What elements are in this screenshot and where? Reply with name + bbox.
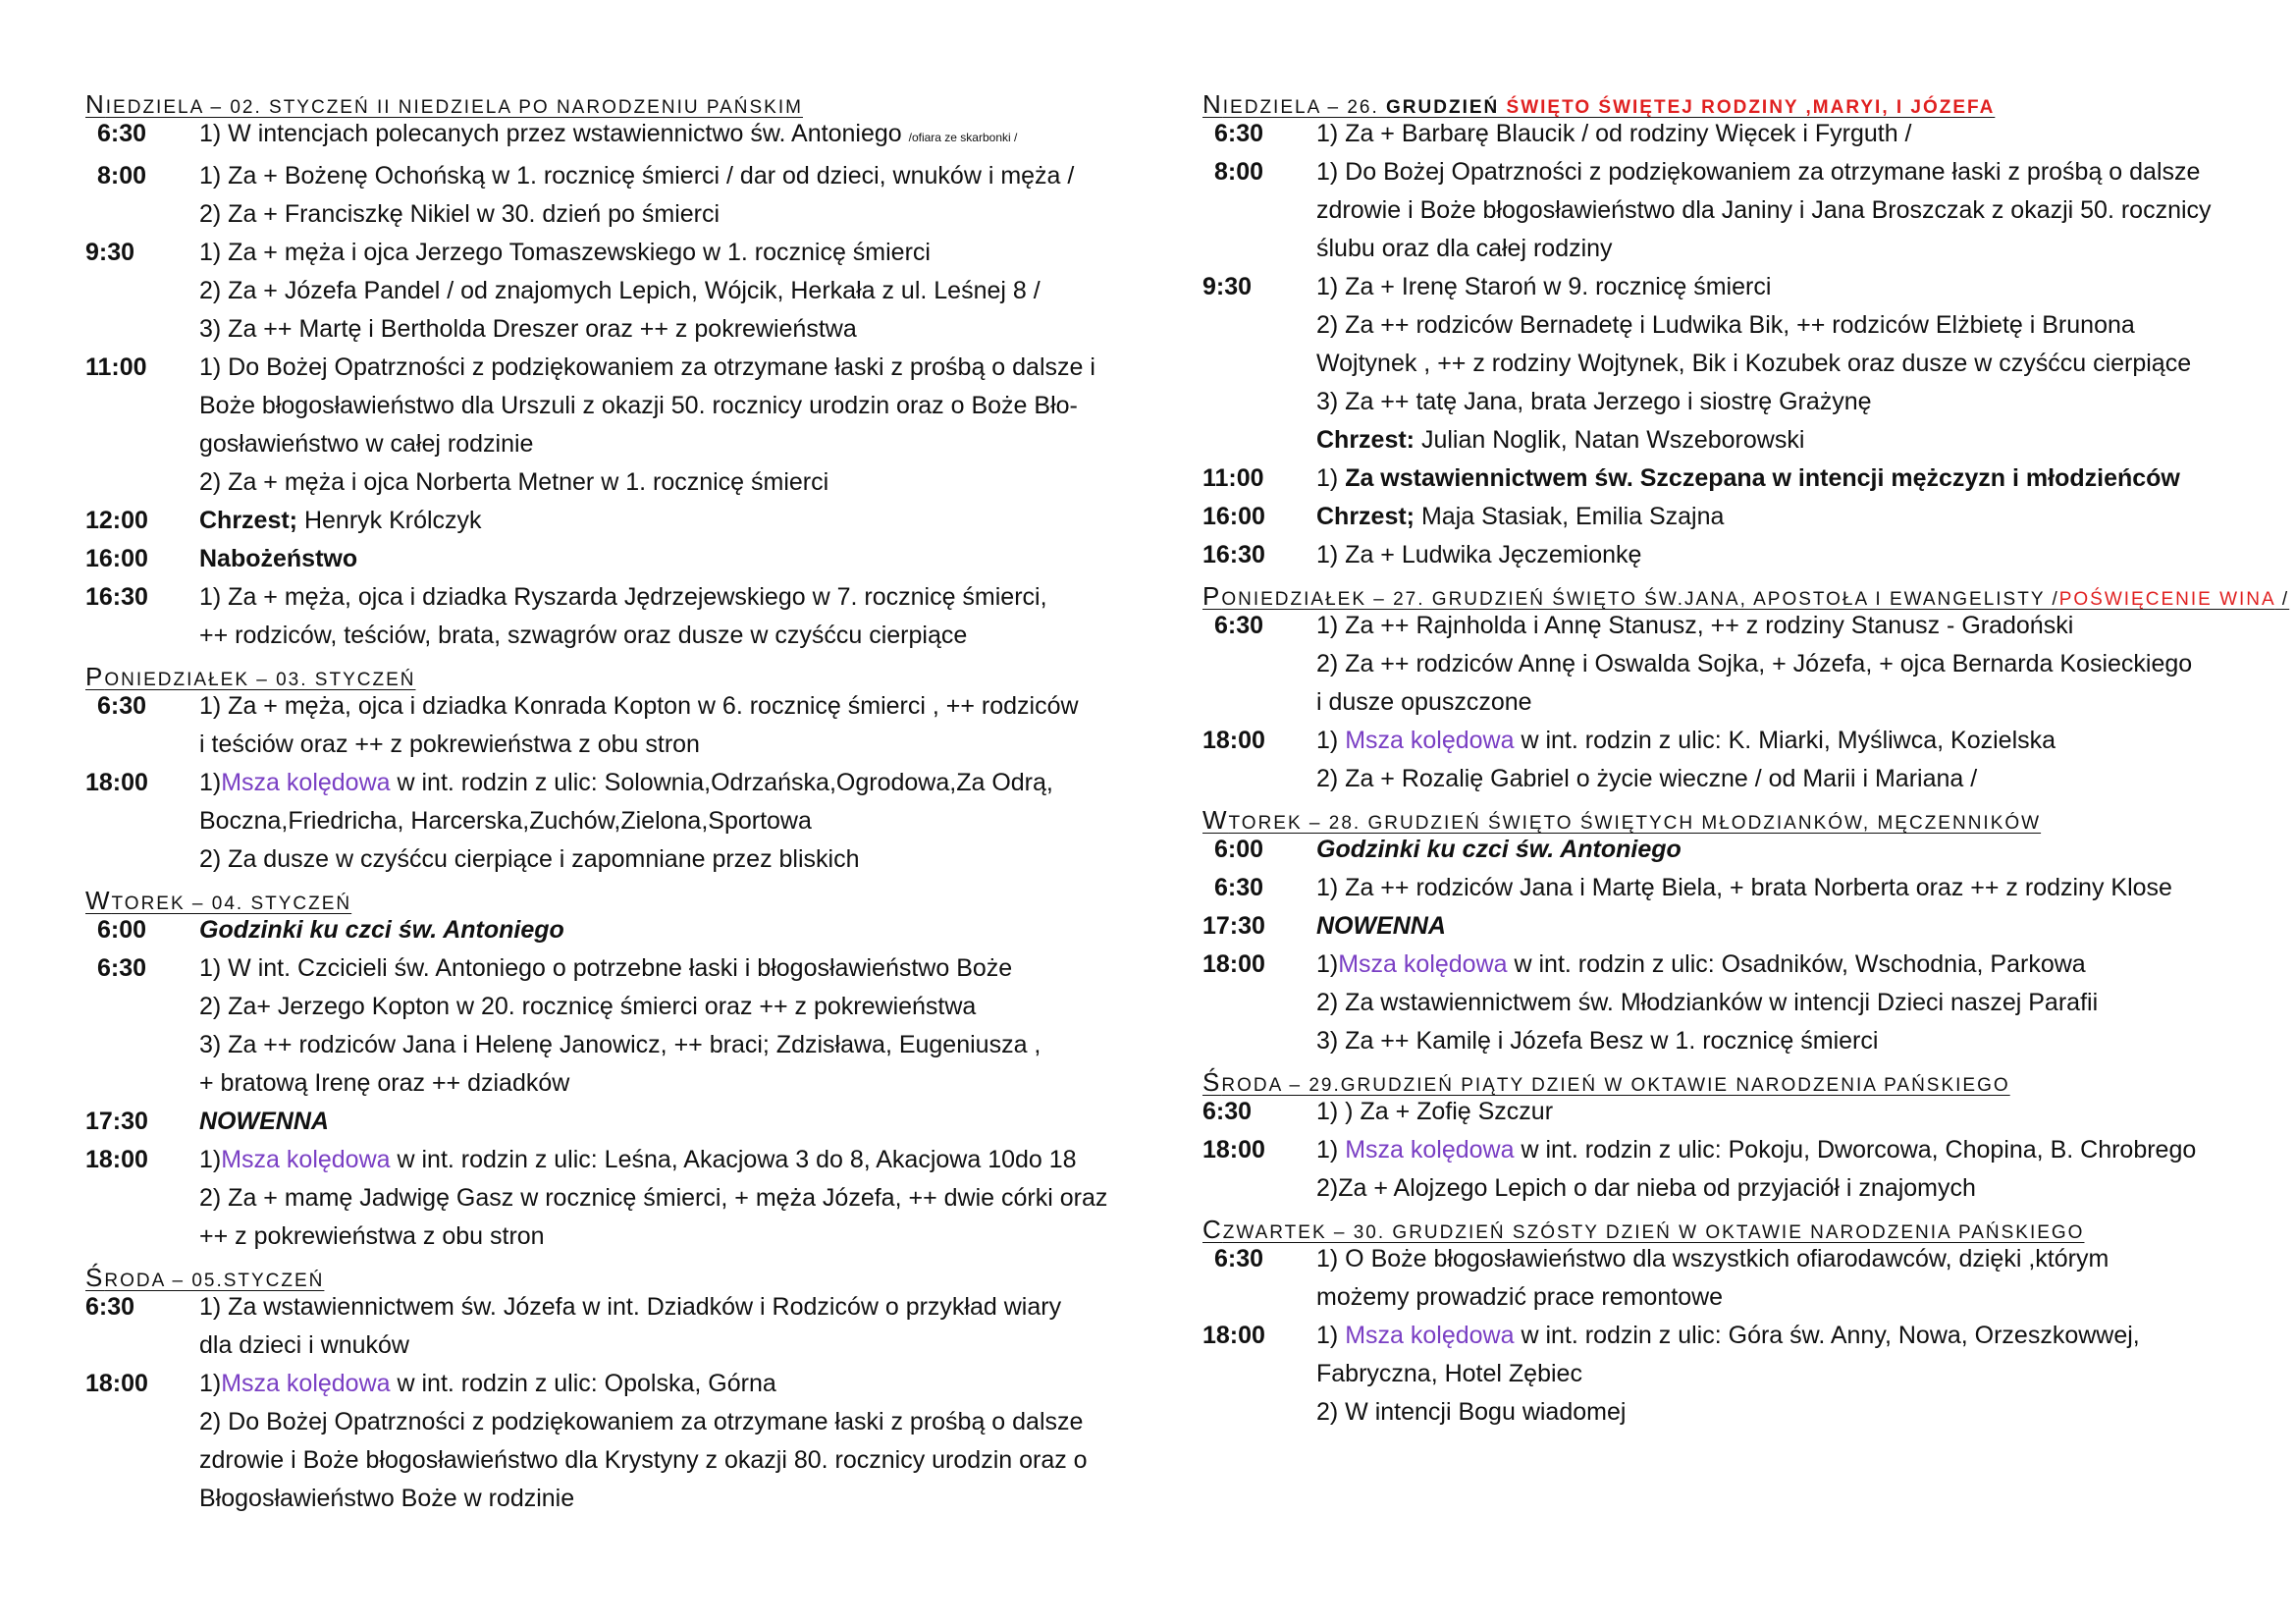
intention-line xyxy=(1316,1169,2243,1208)
intention-text: w int. rodzin z ulic: Góra św. Anny, Nowa, Orzeszkowwej, xyxy=(1514,1322,2140,1349)
mass-entry xyxy=(1202,607,2243,722)
intentions xyxy=(1316,536,2243,574)
intention-text: w int. rodzin z ulic: Osadników, Wschodnia, Parkowa xyxy=(1507,950,2086,978)
mass-time: 18:00 xyxy=(1202,1322,1265,1349)
intentions xyxy=(199,349,1116,502)
day-heading-text: TOREK – 28. GRUDZIEŃ ŚWIĘTO ŚWIĘTYCH MŁODZIANKÓW, MĘCZENNIKÓW xyxy=(1228,813,2042,834)
mass-time: 16:00 xyxy=(85,545,148,572)
intention-text: 1) W intencjach polecanych przez wstawiennictwo św. Antoniego xyxy=(199,120,909,147)
day-heading xyxy=(85,1256,1116,1292)
intention-line xyxy=(199,617,1116,655)
intention-text: 2) Za + mamę Jadwigę Gasz w rocznicę śmierci, + męża Józefa, ++ dwie córki oraz xyxy=(199,1184,1108,1212)
intention-text: 1) Za + Bożenę Ochońską w 1. rocznicę śmierci / dar od dzieci, wnuków i męża / xyxy=(199,162,1075,189)
intention-text: NOWENNA xyxy=(199,1108,329,1135)
intention-text: Godzinki ku czci św. Antoniego xyxy=(199,916,564,944)
day-heading-text: IEDZIELA – 02. STYCZEŃ II NIEDZIELA PO NARODZENIU PAŃSKIM xyxy=(105,97,803,118)
intention-text: zdrowie i Boże błogosławieństwo dla Krystyny z okazji 80. rocznicy urodzin oraz o xyxy=(199,1446,1088,1474)
intentions xyxy=(199,115,1116,157)
intention-text: Msza kolędowa xyxy=(1345,1322,1515,1349)
mass-time: 9:30 xyxy=(1202,273,1253,300)
intention-text: 1) Za ++ rodziców Jana i Martę Biela, + brata Norberta oraz ++ z rodziny Klose xyxy=(1316,874,2172,901)
intention-text: 1) xyxy=(1316,464,1346,492)
intention-line xyxy=(199,1441,1116,1480)
mass-entry xyxy=(1202,722,2243,798)
intention-text: w int. rodzin z ulic: Leśna, Akacjowa 3 do 8, Akacjowa 10do 18 xyxy=(390,1146,1077,1173)
day-heading xyxy=(1202,574,2290,611)
intention-line xyxy=(199,1288,1116,1326)
intention-text: Msza kolędowa xyxy=(221,1146,391,1173)
day-heading xyxy=(1202,1060,2243,1097)
intention-text: 2) Za + męża i ojca Norberta Metner w 1. rocznicę śmierci xyxy=(199,468,829,496)
day-heading-text: Ś xyxy=(85,1263,105,1292)
intentions xyxy=(199,911,1116,949)
mass-time: 6:30 xyxy=(1214,874,1264,901)
intention-text: 1) Do Bożej Opatrzności z podziękowaniem za otrzymane łaski z prośbą o dalsze i xyxy=(199,353,1095,381)
intention-text: Maja Stasiak, Emilia Szajna xyxy=(1415,503,1725,530)
intention-line xyxy=(1316,1393,2243,1432)
mass-time: 18:00 xyxy=(1202,1136,1265,1164)
intention-line xyxy=(1316,306,2243,345)
intentions xyxy=(199,687,1116,764)
intention-text: 1) W int. Czcicieli św. Antoniego o potrzebne łaski i błogosławieństwo Boże xyxy=(199,954,1013,982)
mass-entry xyxy=(85,115,1116,157)
mass-entry xyxy=(85,157,1116,234)
intention-line xyxy=(1316,268,2243,306)
day-heading xyxy=(85,655,1116,691)
intentions xyxy=(1316,498,2243,536)
intentions xyxy=(199,1365,1116,1518)
intention-text: + bratową Irenę oraz ++ dziadków xyxy=(199,1069,570,1097)
intention-text: w int. rodzin z ulic: Opolska, Górna xyxy=(390,1370,776,1397)
mass-entry xyxy=(85,1141,1116,1256)
intention-line xyxy=(199,157,1116,195)
mass-entry xyxy=(85,502,1116,540)
intention-text: Msza kolędowa xyxy=(221,769,391,796)
day-heading xyxy=(1202,798,2243,835)
mass-time: 18:00 xyxy=(1202,727,1265,754)
intention-line xyxy=(199,1365,1116,1403)
intention-text: 1) xyxy=(199,1146,222,1173)
intention-line xyxy=(199,115,1116,157)
intention-text: Msza kolędowa xyxy=(1345,727,1515,754)
day-heading-text: IEDZIELA – 26. xyxy=(1222,97,1387,118)
mass-time: 8:00 xyxy=(1214,158,1264,186)
intention-text: 2) Za + Franciszkę Nikiel w 30. dzień po śmierci xyxy=(199,200,721,228)
intention-text: Chrzest: xyxy=(1316,426,1415,454)
mass-entry xyxy=(85,540,1116,578)
intention-text: 1) xyxy=(1316,950,1339,978)
intention-line xyxy=(199,234,1116,272)
intention-line xyxy=(199,578,1116,617)
intention-line xyxy=(199,1064,1116,1103)
intention-text: 2) Do Bożej Opatrzności z podziękowaniem za otrzymane łaski z prośbą o dalsze xyxy=(199,1408,1084,1435)
day-heading-text: RODA – 29.GRUDZIEŃ PIĄTY DZIEŃ W OKTAWIE NARODZENIA PAŃSKIEGO xyxy=(1221,1075,2010,1096)
intention-text: 3) Za ++ Martę i Bertholda Dreszer oraz ++ z pokrewieństwa xyxy=(199,315,857,343)
mass-entry xyxy=(1202,498,2243,536)
day-heading-text: W xyxy=(85,886,112,915)
intention-line xyxy=(1316,421,2243,460)
intention-line xyxy=(1316,984,2243,1022)
intention-line xyxy=(199,272,1116,310)
intention-text: 1) Za + Ludwika Jęczemionkę xyxy=(1316,541,1642,568)
intention-text: 1) ) Za + Zofię Szczur xyxy=(1316,1098,1554,1125)
intentions xyxy=(199,502,1116,540)
intention-text: zdrowie i Boże błogosławieństwo dla Janiny i Jana Broszczak z okazji 50. rocznicy xyxy=(1316,196,2212,224)
intention-text: Chrzest; xyxy=(199,507,298,534)
intention-line xyxy=(199,195,1116,234)
intention-line xyxy=(1316,230,2243,268)
intentions xyxy=(199,157,1116,234)
intention-line xyxy=(199,949,1116,988)
mass-time: 16:30 xyxy=(1202,541,1265,568)
mass-entry xyxy=(1202,907,2243,946)
intention-text: 1) Za ++ Rajnholda i Annę Stanusz, ++ z rodziny Stanusz - Gradoński xyxy=(1316,612,2074,639)
left-column xyxy=(85,82,1116,1518)
intention-line xyxy=(199,310,1116,349)
mass-entry xyxy=(1202,1093,2243,1131)
intention-line xyxy=(1316,607,2243,645)
intention-text: 2) Za ++ rodziców Bernadetę i Ludwika Bik, ++ rodziców Elżbietę i Brunona xyxy=(1316,311,2135,339)
mass-time: 16:00 xyxy=(1202,503,1265,530)
intention-line xyxy=(1316,153,2243,191)
intention-text: Msza kolędowa xyxy=(221,1370,391,1397)
intentions xyxy=(1316,1131,2243,1208)
mass-time: 11:00 xyxy=(85,353,147,381)
intentions xyxy=(199,764,1116,879)
intention-text: 2) Za dusze w czyśćcu cierpiące i zapomniane przez bliskich xyxy=(199,845,860,873)
intentions xyxy=(199,578,1116,655)
intention-text: ++ rodziców, teściów, brata, szwagrów oraz dusze w czyśćcu cierpiące xyxy=(199,622,968,649)
intention-line xyxy=(199,1026,1116,1064)
mass-time: 18:00 xyxy=(85,1146,148,1173)
intention-text: 1) Za + męża i ojca Jerzego Tomaszewskiego w 1. rocznicę śmierci xyxy=(199,239,931,266)
intentions xyxy=(199,949,1116,1103)
intentions xyxy=(1316,115,2243,153)
intentions xyxy=(1316,907,2243,946)
day-heading-text: ZWARTEK – 30. GRUDZIEŃ SZÓSTY DZIEŃ W OKTAWIE NARODZENIA PAŃSKIEGO xyxy=(1222,1222,2085,1243)
mass-time: 18:00 xyxy=(85,1370,148,1397)
intention-text: 3) Za ++ tatę Jana, brata Jerzego i siostrę Grażynę xyxy=(1316,388,1872,415)
intentions xyxy=(199,1103,1116,1141)
day-heading-text: ŚWIĘTO ŚWIĘTEJ RODZINY ,MARYI, I JÓZEFA xyxy=(1506,97,1996,118)
mass-time: 6:30 xyxy=(1214,612,1264,639)
intentions xyxy=(199,1141,1116,1256)
intentions xyxy=(1316,869,2243,907)
intentions xyxy=(1316,268,2243,460)
day-heading-text: Ś xyxy=(1202,1067,1222,1097)
intentions xyxy=(1316,946,2243,1060)
day-heading xyxy=(1202,82,2243,119)
intention-line xyxy=(1316,831,2243,869)
mass-time: 6:00 xyxy=(1214,836,1264,863)
intention-text: i teściów oraz ++ z pokrewieństwa z obu stron xyxy=(199,731,700,758)
mass-entry xyxy=(1202,1317,2243,1432)
mass-time: 9:30 xyxy=(85,239,135,266)
mass-entry xyxy=(85,764,1116,879)
intention-text: 1) xyxy=(1316,727,1346,754)
right-column xyxy=(1202,82,2290,1432)
intention-text: 2) Za+ Jerzego Kopton w 20. rocznicę śmierci oraz ++ z pokrewieństwa xyxy=(199,993,977,1020)
intention-text: w int. rodzin z ulic: Solownia,Odrzańska,Ogrodowa,Za Odrą, xyxy=(390,769,1053,796)
mass-entry xyxy=(1202,1240,2243,1317)
intention-line xyxy=(1316,1240,2243,1278)
intention-text: 1) Za + Irenę Staroń w 9. rocznicę śmierci xyxy=(1316,273,1772,300)
mass-time: 17:30 xyxy=(85,1108,148,1135)
intention-line xyxy=(199,1218,1116,1256)
intention-text: 2) Za + Rozalię Gabriel o życie wieczne / od Marii i Mariana / xyxy=(1316,765,1978,792)
mass-time: 18:00 xyxy=(85,769,148,796)
mass-time: 8:00 xyxy=(97,162,147,189)
mass-time: 6:30 xyxy=(1202,1098,1253,1125)
intention-text: NOWENNA xyxy=(1316,912,1446,940)
intention-text: Chrzest; xyxy=(1316,503,1415,530)
mass-time: 6:30 xyxy=(97,692,147,720)
intentions xyxy=(1316,831,2243,869)
mass-entry xyxy=(1202,831,2243,869)
intention-line xyxy=(1316,345,2243,383)
mass-time: 6:00 xyxy=(97,916,147,944)
intentions xyxy=(1316,607,2243,722)
intention-line xyxy=(1316,1022,2243,1060)
mass-entry xyxy=(85,578,1116,655)
day-heading-text: GRUDZIEŃ xyxy=(1386,97,1507,118)
intention-text: 1) Do Bożej Opatrzności z podziękowaniem za otrzymane łaski z prośbą o dalsze xyxy=(1316,158,2201,186)
intention-line xyxy=(1316,536,2243,574)
mass-entry xyxy=(85,1288,1116,1365)
day-heading-text: TOREK – 04. STYCZEŃ xyxy=(111,893,352,914)
intention-text: 3) Za ++ rodziców Jana i Helenę Janowicz, ++ braci; Zdzisława, Eugeniusza , xyxy=(199,1031,1041,1058)
intention-text: 2) W intencji Bogu wiadomej xyxy=(1316,1398,1627,1426)
intentions xyxy=(1316,460,2243,498)
mass-time: 11:00 xyxy=(1202,464,1264,492)
intention-line xyxy=(1316,869,2243,907)
intention-text: Wojtynek , ++ z rodziny Wojtynek, Bik i Kozubek oraz dusze w czyśćcu cierpiące xyxy=(1316,350,2192,377)
day-heading-text: ONIEDZIAŁEK – 03. STYCZEŃ xyxy=(104,670,416,690)
mass-entry xyxy=(85,234,1116,349)
mass-time: 6:30 xyxy=(1214,1245,1264,1272)
mass-entry xyxy=(1202,946,2243,1060)
intention-line xyxy=(199,463,1116,502)
day-heading-text: P xyxy=(1202,581,1222,611)
mass-entry xyxy=(85,949,1116,1103)
mass-entry xyxy=(1202,460,2243,498)
mass-entry xyxy=(85,1103,1116,1141)
mass-time: 17:30 xyxy=(1202,912,1265,940)
intention-text: 1) Za + męża, ojca i dziadka Ryszarda Jędrzejewskiego w 7. rocznicę śmierci, xyxy=(199,583,1047,611)
intention-text: ślubu oraz dla całej rodziny xyxy=(1316,235,1613,262)
intention-text: w int. rodzin z ulic: Pokoju, Dworcowa, Chopina, B. Chrobrego xyxy=(1514,1136,2197,1164)
intention-text: 1) Za + męża, ojca i dziadka Konrada Kopton w 6. rocznicę śmierci , ++ rodziców xyxy=(199,692,1079,720)
day-heading-text: W xyxy=(1202,805,1229,835)
intention-line xyxy=(199,1179,1116,1218)
intentions xyxy=(199,1288,1116,1365)
day-heading-text: N xyxy=(85,89,106,119)
intention-text: w int. rodzin z ulic: K. Miarki, Myśliwca, Kozielska xyxy=(1514,727,2056,754)
mass-time: 6:30 xyxy=(1214,120,1264,147)
intention-line xyxy=(199,1403,1116,1441)
intentions xyxy=(1316,1240,2243,1317)
intention-text: ++ z pokrewieństwa z obu stron xyxy=(199,1222,545,1250)
intention-line xyxy=(1316,946,2243,984)
intention-text: Henryk Królczyk xyxy=(297,507,482,534)
intention-line xyxy=(1316,115,2243,153)
intention-text: 2) Za ++ rodziców Annę i Oswalda Sojka, + Józefa, + ojca Bernarda Kosieckiego xyxy=(1316,650,2193,677)
intention-line xyxy=(199,502,1116,540)
intention-line xyxy=(199,387,1116,425)
intention-text: 3) Za ++ Kamilę i Józefa Besz w 1. rocznicę śmierci xyxy=(1316,1027,1879,1055)
intention-line xyxy=(199,1141,1116,1179)
intention-line xyxy=(199,911,1116,949)
intention-text: gosławieństwo w całej rodzinie xyxy=(199,430,534,458)
intention-text: Godzinki ku czci św. Antoniego xyxy=(1316,836,1682,863)
intention-text: Boczna,Friedricha, Harcerska,Zuchów,Zielona,Sportowa xyxy=(199,807,812,835)
intention-line xyxy=(199,726,1116,764)
intention-line xyxy=(199,349,1116,387)
intention-line xyxy=(199,1480,1116,1518)
intentions xyxy=(1316,722,2243,798)
mass-time: 18:00 xyxy=(1202,950,1265,978)
intention-line xyxy=(199,840,1116,879)
intention-text: 1) xyxy=(199,769,222,796)
intention-line xyxy=(1316,460,2243,498)
day-heading xyxy=(85,879,1116,915)
mass-entry xyxy=(85,687,1116,764)
intention-text: Msza kolędowa xyxy=(1338,950,1508,978)
day-heading-text: / xyxy=(2274,589,2290,610)
mass-entry xyxy=(1202,268,2243,460)
intention-line xyxy=(1316,722,2243,760)
intention-text: Fabryczna, Hotel Zębiec xyxy=(1316,1360,1582,1387)
day-heading xyxy=(1202,1208,2243,1244)
mass-entry xyxy=(85,349,1116,502)
intentions xyxy=(1316,1317,2243,1432)
intention-text: i dusze opuszczone xyxy=(1316,688,1532,716)
mass-time: 12:00 xyxy=(85,507,148,534)
intentions xyxy=(199,234,1116,349)
intention-line xyxy=(199,540,1116,578)
intention-line xyxy=(1316,383,2243,421)
intention-text: 1) Za wstawiennictwem św. Józefa w int. Dziadków i Rodziców o przykład wiary xyxy=(199,1293,1062,1321)
intention-line xyxy=(1316,1278,2243,1317)
intention-line xyxy=(1316,683,2243,722)
day-heading-text: POŚWIĘCENIE WINA xyxy=(2058,589,2275,610)
intention-text: 1) Za + Barbarę Blaucik / od rodziny Więcek i Fyrguth / xyxy=(1316,120,1912,147)
mass-entry xyxy=(85,911,1116,949)
intentions xyxy=(199,540,1116,578)
mass-entry xyxy=(1202,1131,2243,1208)
day-heading-text: N xyxy=(1202,89,1223,119)
intention-text: Julian Noglik, Natan Wszeborowski xyxy=(1415,426,1805,454)
intentions xyxy=(1316,153,2243,268)
day-heading-text: C xyxy=(1202,1215,1223,1244)
intention-text: Za wstawiennictwem św. Szczepana w intencji mężczyzn i młodzieńców xyxy=(1345,464,2180,492)
intentions xyxy=(1316,1093,2243,1131)
intention-line xyxy=(1316,645,2243,683)
intention-text: dla dzieci i wnuków xyxy=(199,1331,409,1359)
intention-line xyxy=(199,802,1116,840)
day-heading-text: RODA – 05.STYCZEŃ xyxy=(104,1271,325,1291)
intention-text: Boże błogosławieństwo dla Urszuli z okazji 50. rocznicy urodzin oraz o Boże Bło- xyxy=(199,392,1078,419)
intention-text: 1) xyxy=(1316,1136,1346,1164)
mass-entry xyxy=(1202,115,2243,153)
day-heading-text: P xyxy=(85,662,105,691)
intention-line xyxy=(1316,1317,2243,1355)
day-heading xyxy=(85,82,1116,119)
mass-time: 6:30 xyxy=(97,954,147,982)
intention-text: 1) O Boże błogosławieństwo dla wszystkich ofiarodawców, dzięki ,którym xyxy=(1316,1245,2109,1272)
intention-text: 2) Za wstawiennictwem św. Młodzianków w intencji Dzieci naszej Parafii xyxy=(1316,989,2099,1016)
intention-text: 1) xyxy=(1316,1322,1346,1349)
intention-line xyxy=(199,425,1116,463)
intention-line xyxy=(1316,498,2243,536)
mass-time: 6:30 xyxy=(85,1293,135,1321)
mass-entry xyxy=(85,1365,1116,1518)
intention-line xyxy=(1316,760,2243,798)
intention-line xyxy=(1316,1131,2243,1169)
intention-line xyxy=(1316,1355,2243,1393)
mass-entry xyxy=(1202,153,2243,268)
mass-time: 16:30 xyxy=(85,583,148,611)
intention-text: 2) Za + Józefa Pandel / od znajomych Lepich, Wójcik, Herkała z ul. Leśnej 8 / xyxy=(199,277,1041,304)
intention-text: 1) xyxy=(199,1370,222,1397)
mass-entry xyxy=(1202,869,2243,907)
intention-text: Błogosławieństwo Boże w rodzinie xyxy=(199,1485,575,1512)
intention-line xyxy=(1316,191,2243,230)
intention-line xyxy=(199,764,1116,802)
day-heading-text: ONIEDZIAŁEK – 27. GRUDZIEŃ ŚWIĘTO ŚW.JANA, APOSTOŁA I EWANGELISTY / xyxy=(1221,589,2059,610)
intention-line xyxy=(199,687,1116,726)
intention-text: /ofiara ze skarbonki / xyxy=(908,131,1018,144)
mass-entry xyxy=(1202,536,2243,574)
intention-text: 2)Za + Alojzego Lepich o dar nieba od przyjaciół i znajomych xyxy=(1316,1174,1976,1202)
mass-time: 6:30 xyxy=(97,120,147,147)
intention-text: Nabożeństwo xyxy=(199,545,358,572)
intention-text: Msza kolędowa xyxy=(1345,1136,1515,1164)
intention-line xyxy=(199,988,1116,1026)
intention-line xyxy=(199,1326,1116,1365)
intention-line xyxy=(199,1103,1116,1141)
intention-line xyxy=(1316,907,2243,946)
intention-line xyxy=(1316,1093,2243,1131)
intention-text: możemy prowadzić prace remontowe xyxy=(1316,1283,1724,1311)
